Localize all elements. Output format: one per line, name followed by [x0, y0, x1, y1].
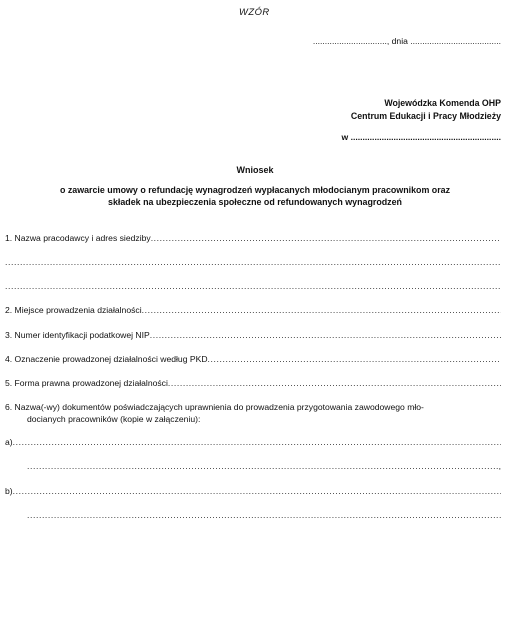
- wzor-label: WZÓR: [239, 6, 270, 17]
- document-title: Wniosek: [236, 165, 274, 175]
- field-4-label: 4. Oznaczenie prowadzonej działalności według PKD: [5, 354, 208, 364]
- fill-line: [27, 510, 501, 520]
- fill-line: [168, 378, 501, 388]
- place-date-line: ..............................., dnia ......................................: [312, 36, 501, 46]
- subtitle-line-2: składek na ubezpieczenia społeczne od refundowanych wynagrodzeń: [108, 196, 402, 207]
- field-6-label-line-1: 6. Nazwa(-wy) dokumentów poświadczających uprawnienia do prowadzenia przygotowania zawodowego mło-: [5, 402, 424, 412]
- item-a-label: a): [5, 437, 13, 447]
- fill-line: [5, 257, 501, 267]
- field-document-b: [5, 486, 501, 496]
- fill-line: [208, 354, 501, 364]
- recipient-line-1: Wojewódzka Komenda OHP: [384, 98, 501, 108]
- item-b-label: b): [5, 486, 13, 496]
- fill-line: [13, 437, 501, 447]
- fill-line: [150, 330, 501, 340]
- field-nip: [5, 330, 501, 340]
- fill-line: [27, 461, 499, 471]
- subtitle-line-1: o zawarcie umowy o refundację wynagrodzeń wypłacanych młodocianym pracownikom oraz: [59, 185, 451, 195]
- recipient-city-line: w ...............................................................: [341, 132, 501, 142]
- field-employer-name-cont-2: [5, 281, 501, 291]
- field-legal-form: [5, 378, 501, 388]
- field-pkd: [5, 354, 501, 364]
- fill-line: [151, 233, 501, 243]
- field-employer-name-cont-1: [5, 257, 501, 267]
- trailing-comma: ,: [498, 461, 501, 471]
- field-documents: [5, 402, 501, 426]
- field-5-label: 5. Forma prawna prowadzonej działalności: [5, 378, 168, 388]
- field-1-label: 1. Nazwa pracodawcy i adres siedziby: [5, 233, 151, 243]
- recipient-block: [351, 97, 501, 122]
- field-document-b-cont: [27, 510, 501, 520]
- field-2-label: 2. Miejsce prowadzenia działalności: [5, 305, 142, 315]
- fill-line: [142, 305, 501, 315]
- document-subtitle: [0, 185, 510, 208]
- field-business-location: [5, 305, 501, 315]
- field-document-a: [5, 437, 501, 447]
- fill-line: [13, 486, 501, 496]
- field-6-label-line-2: docianych pracowników (kopie w załączeniu):: [27, 413, 201, 424]
- field-document-a-cont: [27, 461, 501, 471]
- field-employer-name: [5, 233, 501, 243]
- recipient-line-2: Centrum Edukacji i Pracy Młodzieży: [350, 110, 501, 121]
- fill-line: [5, 281, 501, 291]
- field-3-label: 3. Numer identyfikacji podatkowej NIP: [5, 330, 150, 340]
